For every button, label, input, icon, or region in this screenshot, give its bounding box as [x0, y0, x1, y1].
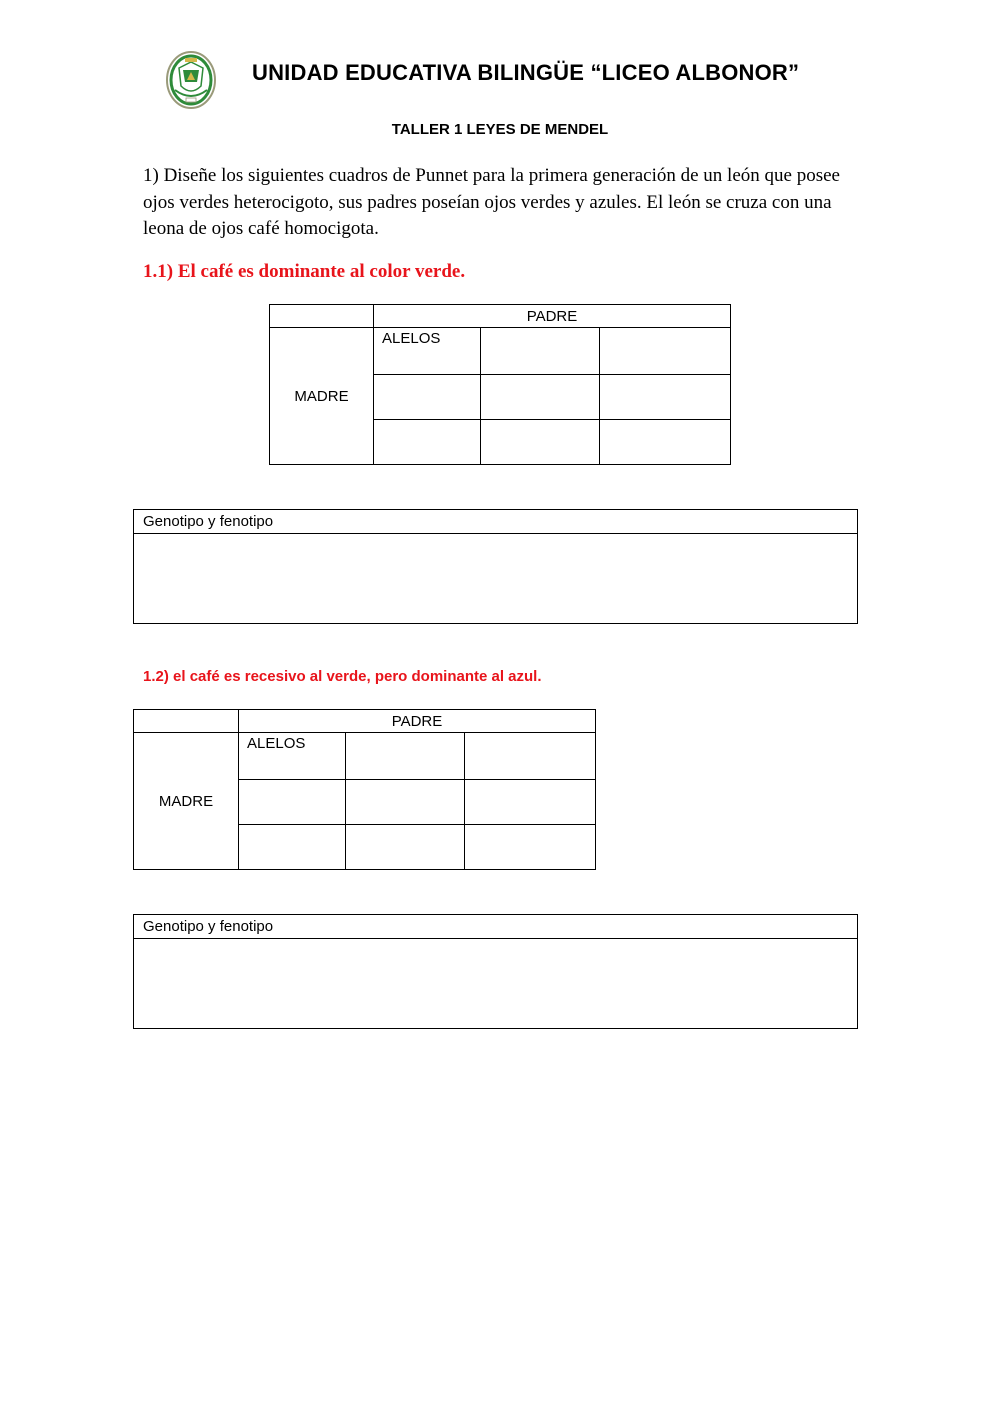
padre-allele-2-input[interactable] [600, 328, 731, 375]
madre-header: MADRE [270, 328, 374, 465]
madre-allele-2-input[interactable] [239, 825, 346, 870]
genotype-phenotype-label: Genotipo y fenotipo [134, 915, 857, 939]
punnett-corner-cell [134, 710, 239, 733]
instruction-text: 1) Diseñe los siguientes cuadros de Punnet para la primera generación de un león que posee ojos verdes heterocigoto, sus padres poseían ojos verdes y azules. El león se cruza con una leona de ojos café homocigota. [143, 165, 840, 239]
offspring-cell-2-1-input[interactable] [346, 825, 465, 870]
madre-allele-1-input[interactable] [374, 375, 481, 420]
padre-header: PADRE [374, 305, 731, 328]
genotype-phenotype-box-2 [133, 914, 858, 1029]
genotype-phenotype-answer-area[interactable] [134, 534, 857, 623]
genotype-phenotype-label: Genotipo y fenotipo [134, 510, 857, 534]
offspring-cell-2-1-input[interactable] [481, 420, 600, 465]
offspring-cell-1-1-input[interactable] [481, 375, 600, 420]
offspring-cell-1-1-input[interactable] [346, 780, 465, 825]
madre-allele-2-input[interactable] [374, 420, 481, 465]
punnett-square-2 [133, 709, 596, 870]
school-logo [165, 50, 217, 110]
offspring-cell-1-2-input[interactable] [600, 375, 731, 420]
genotype-phenotype-answer-area[interactable] [134, 939, 857, 1028]
school-crest-icon [165, 50, 217, 110]
padre-allele-1-input[interactable] [346, 733, 465, 780]
alelos-label: ALELOS [374, 328, 481, 375]
alelos-label: ALELOS [239, 733, 346, 780]
worksheet-subtitle: TALLER 1 LEYES DE MENDEL [391, 121, 609, 138]
section-2-title: 1.2) el café es recesivo al verde, pero dominante al azul. [143, 668, 542, 685]
padre-header: PADRE [239, 710, 596, 733]
madre-allele-1-input[interactable] [239, 780, 346, 825]
punnett-corner-cell [270, 305, 374, 328]
section-1-title: 1.1) El café es dominante al color verde. [143, 261, 466, 282]
genotype-phenotype-box-1 [133, 509, 858, 624]
madre-header: MADRE [134, 733, 239, 870]
school-title: UNIDAD EDUCATIVA BILINGÜE “LICEO ALBONOR” [252, 60, 800, 85]
offspring-cell-1-2-input[interactable] [465, 780, 596, 825]
padre-allele-2-input[interactable] [465, 733, 596, 780]
padre-allele-1-input[interactable] [481, 328, 600, 375]
punnett-square-1 [269, 304, 731, 465]
offspring-cell-2-2-input[interactable] [465, 825, 596, 870]
offspring-cell-2-2-input[interactable] [600, 420, 731, 465]
